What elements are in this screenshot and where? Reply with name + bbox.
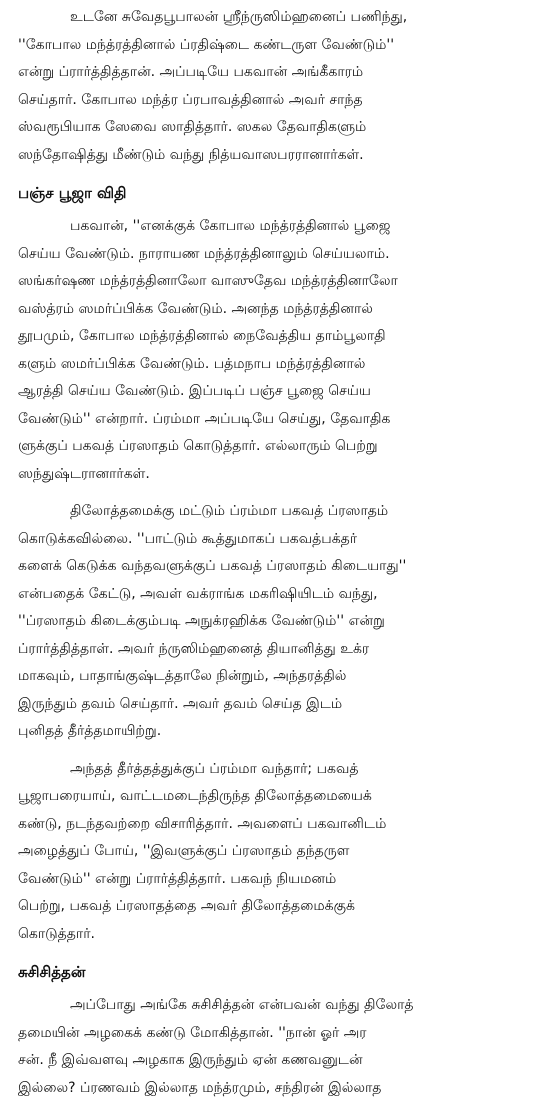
text-line: கொடுக்கவில்லை. ''பாட்டும் கூத்துமாகப் பகவத்பக்தர் — [18, 526, 540, 554]
paragraph — [18, 213, 540, 488]
section-heading: பஞ்ச பூஜா விதி — [18, 181, 540, 205]
text-line: செய்ய வேண்டும். நாராயண மந்த்ரத்தினாலும் செய்யலாம். — [18, 241, 540, 269]
text-line: மாகவும், பாதாங்குஷ்டத்தாலே நின்றும், அந்தரத்தில் — [18, 663, 540, 691]
text-line: ஸ்வரூபியாக ஸேவை ஸாதித்தார். ஸகல தேவாதிகளும் — [18, 114, 540, 142]
text-line: பகவான், ''எனக்குக் கோபால மந்த்ரத்தினால் பூஜை — [18, 213, 540, 241]
text-line: தமையின் அழகைக் கண்டு மோகித்தான். ''நான் ஓர் அர — [18, 1020, 540, 1048]
text-line: இருந்தும் தவம் செய்தார். அவர் தவம் செய்த இடம் — [18, 691, 540, 719]
text-line: வேண்டும்'' என்றார். ப்ரம்மா அப்படியே செய்து, தேவாதிக — [18, 406, 540, 434]
text-line: அழைத்துப் போய், ''இவளுக்குப் ப்ரஸாதம் தந்தருள — [18, 838, 540, 866]
section-heading: சுசிசித்தன் — [18, 960, 540, 984]
text-line: பெற்று, பகவத் ப்ரஸாதத்தை அவர் திலோத்தமைக்குக் — [18, 893, 540, 921]
paragraph-gap — [18, 488, 540, 498]
text-line: ஸந்தோஷித்து மீண்டும் வந்து நித்யவாஸபரரானார்கள். — [18, 142, 540, 170]
text-line: சன். நீ இவ்வளவு அழகாக இருந்தும் ஏன் கணவனுடன் — [18, 1047, 540, 1075]
text-line: வேண்டும்'' என்று ப்ரார்த்தித்தார். பகவந் நியமனம் — [18, 866, 540, 894]
text-line: இல்லை? ப்ரணவம் இல்லாத மந்த்ரமும், சந்திரன் இல்லாத — [18, 1075, 540, 1102]
text-line: அந்தத் தீர்த்தத்துக்குப் ப்ரம்மா வந்தார்; பகவத் — [18, 756, 540, 784]
text-line: ப்ரார்த்தித்தாள். அவர் ந்ருஸிம்ஹனைத் தியானித்து உக்ர — [18, 636, 540, 664]
text-line: திலோத்தமைக்கு மட்டும் ப்ரம்மா பகவத் ப்ரஸாதம் — [18, 498, 540, 526]
paragraph — [18, 992, 540, 1102]
text-line: பூஜாபரையாய், வாட்டமடைந்திருந்த திலோத்தமையைக் — [18, 783, 540, 811]
paragraph-gap — [18, 746, 540, 756]
text-line: கொடுத்தார். — [18, 921, 540, 949]
text-line: ஸந்துஷ்டரானார்கள். — [18, 461, 540, 489]
text-line: களைக் கெடுக்க வந்தவளுக்குப் பகவத் ப்ரஸாதம் கிடையாது'' — [18, 553, 540, 581]
text-line: வஸ்த்ரம் ஸமர்ப்பிக்க வேண்டும். அனந்த மந்த்ரத்தினால் — [18, 296, 540, 324]
paragraph — [18, 756, 540, 949]
text-line: செய்தார். கோபால மந்த்ர ப்ரபாவத்தினால் அவர் சாந்த — [18, 87, 540, 115]
text-line: ''கோபால மந்த்ரத்தினால் ப்ரதிஷ்டை கண்டருள வேண்டும்'' — [18, 32, 540, 60]
text-line: ளுக்குப் பகவத் ப்ரஸாதம் கொடுத்தார். எல்லாரும் பெற்று — [18, 433, 540, 461]
text-line: களும் ஸமர்ப்பிக்க வேண்டும். பத்மநாப மந்த்ரத்தினால் — [18, 351, 540, 379]
text-line: ஆரத்தி செய்ய வேண்டும். இப்படிப் பஞ்ச பூஜை செய்ய — [18, 378, 540, 406]
text-line: என்று ப்ரார்த்தித்தான். அப்படியே பகவான் அங்கீகாரம் — [18, 59, 540, 87]
text-line: அப்போது அங்கே சுசிசித்தன் என்பவன் வந்து திலோத் — [18, 992, 540, 1020]
text-line: ஸங்கர்ஷண மந்த்ரத்தினாலோ வாஸுதேவ மந்த்ரத்தினாலோ — [18, 268, 540, 296]
paragraph-intro — [18, 4, 540, 169]
paragraph — [18, 498, 540, 746]
text-line: உடனே சுவேதபூபாலன் ஸ்ரீந்ருஸிம்ஹனைப் பணிந்து, — [18, 4, 540, 32]
text-line: கண்டு, நடந்தவற்றை விசாரித்தார். அவளைப் பகவானிடம் — [18, 811, 540, 839]
text-line: தூபமும், கோபால மந்த்ரத்தினால் நைவேத்திய தாம்பூலாதி — [18, 323, 540, 351]
text-line: புனிதத் தீர்த்தமாயிற்று. — [18, 718, 540, 746]
text-line: ''ப்ரஸாதம் கிடைக்கும்படி அநுக்ரஹிக்க வேண்டும்'' என்று — [18, 608, 540, 636]
text-line: என்பதைக் கேட்டு, அவள் வக்ராங்க மகரிஷியிடம் வந்து, — [18, 581, 540, 609]
